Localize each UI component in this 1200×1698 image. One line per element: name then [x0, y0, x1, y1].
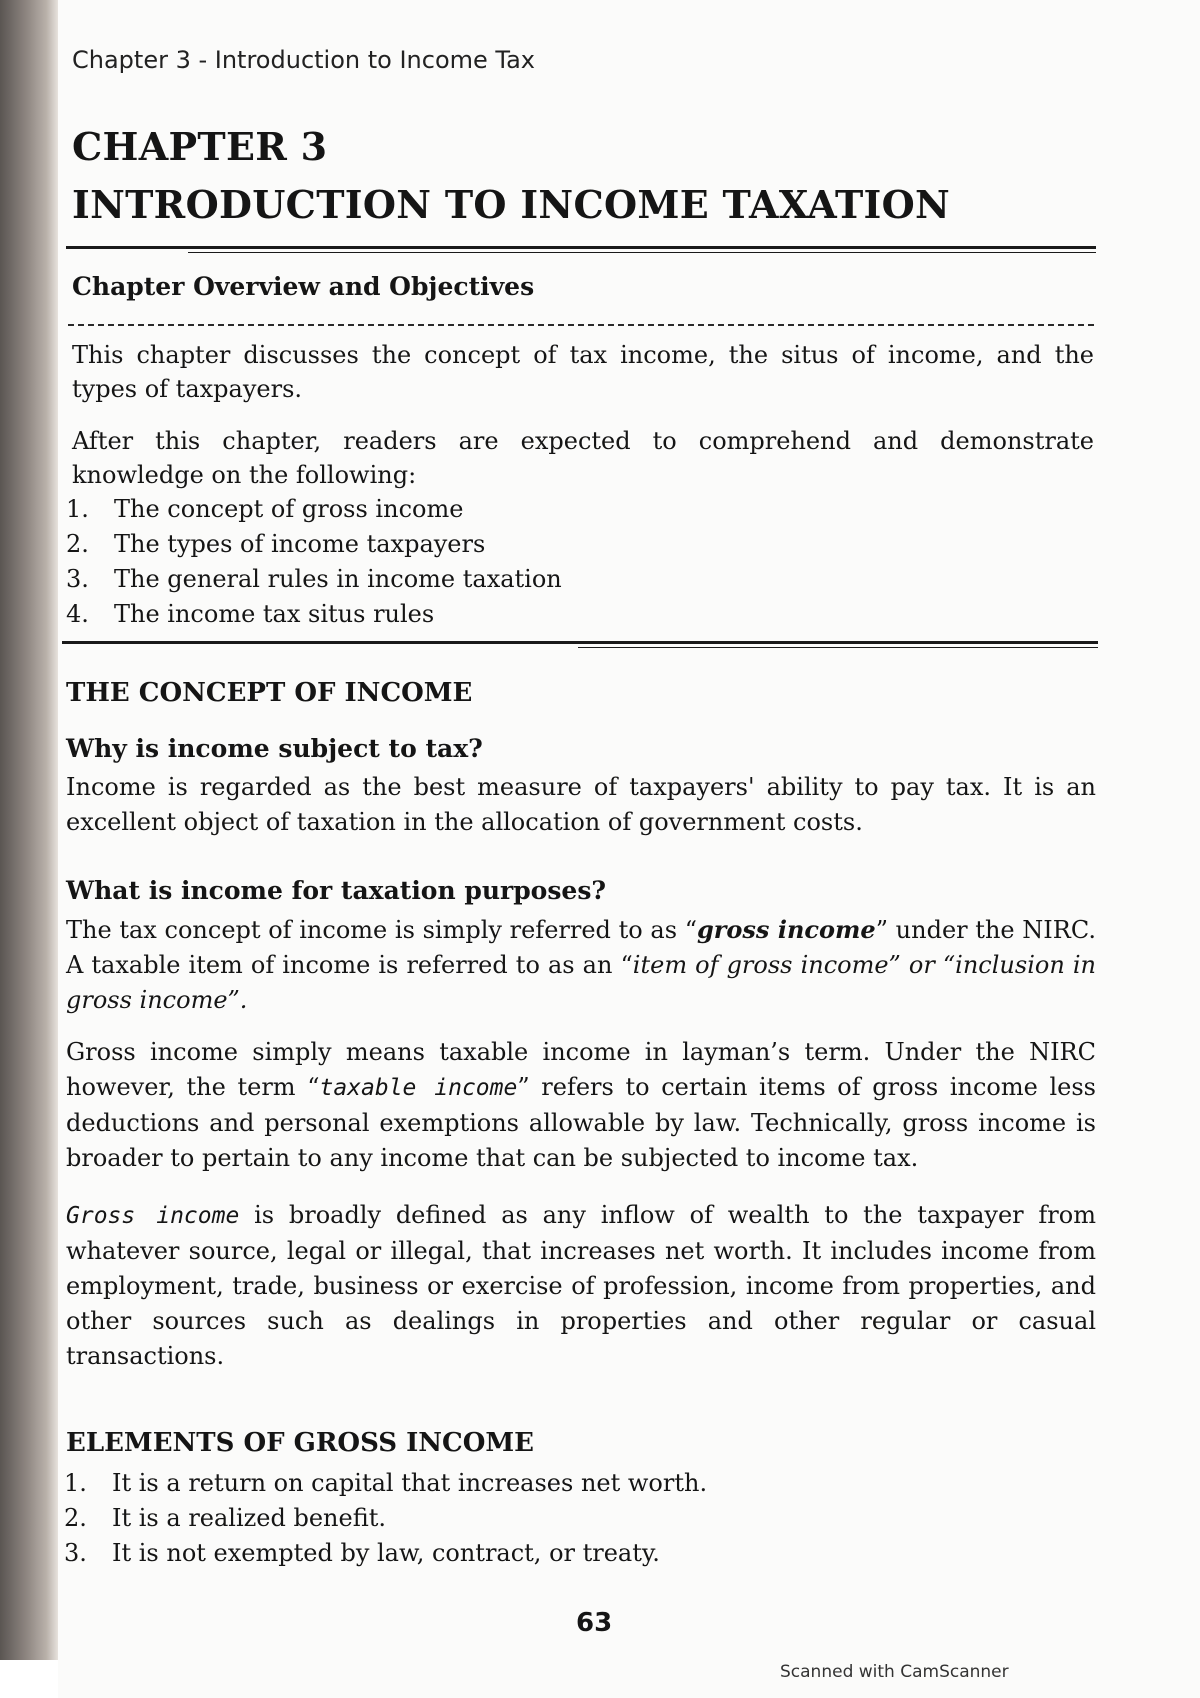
question-what-is-income: What is income for taxation purposes?	[66, 876, 607, 905]
objectives-list	[66, 492, 966, 632]
book-page	[58, 0, 1200, 1698]
answer-why-taxed: Income is regarded as the best measure of taxpayers' ability to pay tax. It is an excellent object of taxation in the allocation of government costs.	[66, 773, 1096, 836]
term-gross-income: gross income	[696, 915, 876, 944]
list-item	[64, 1501, 964, 1536]
list-number: 2.	[64, 1504, 87, 1532]
list-text: The types of income taxpayers	[114, 530, 486, 558]
page-number: 63	[576, 1608, 613, 1638]
list-item	[66, 562, 966, 597]
list-item	[64, 1536, 964, 1571]
list-number: 3.	[66, 565, 89, 593]
list-text: It is not exempted by law, contract, or treaty.	[112, 1539, 660, 1567]
section-rule-thin	[578, 647, 1098, 648]
list-text: The income tax situs rules	[114, 600, 435, 628]
list-item	[66, 527, 966, 562]
overview-lead: After this chapter, readers are expected to comprehend and demonstrate knowledge on the following:	[72, 427, 1094, 489]
title-rule-thin	[188, 252, 1096, 253]
chapter-name: INTRODUCTION TO INCOME TAXATION	[72, 182, 951, 227]
paragraph-taxable-income	[66, 1035, 1096, 1176]
list-item	[66, 597, 966, 632]
list-number: 3.	[64, 1539, 87, 1567]
chapter-label: CHAPTER 3	[72, 124, 328, 169]
text-run: ” refers to certain items of gross income less deductions and personal exemptions allowable by law. Technically, gross income is broader to pertain to any income that can be subjected to income tax.	[66, 1073, 1096, 1172]
paragraph-gross-income-definition	[66, 1198, 1096, 1374]
elements-list	[64, 1466, 964, 1571]
list-number: 2.	[66, 530, 89, 558]
overview-intro: This chapter discusses the concept of tax income, the situs of income, and the types of taxpayers.	[72, 341, 1094, 403]
text-run: is broadly defined as any inflow of wealth to the taxpayer from whatever source, legal or illegal, that increases net worth. It includes income from employment, trade, business or exercise of profession, income from properties, and other sources such as dealings in properties and other regular or casual transactions.	[66, 1201, 1096, 1370]
term-gross-income: Gross income	[66, 1203, 240, 1229]
overview-heading: Chapter Overview and Objectives	[72, 272, 535, 301]
list-text: The concept of gross income	[114, 495, 464, 523]
list-item	[66, 492, 966, 527]
list-number: 4.	[66, 600, 89, 628]
list-text: It is a realized benefit.	[112, 1504, 386, 1532]
question-why-taxed: Why is income subject to tax?	[66, 734, 483, 763]
text-run: The tax concept of income is simply referred to as “	[66, 916, 697, 944]
term-item-of-gross-income: item of gross income” or “inclusion in gross income”.	[66, 951, 1096, 1014]
section-rule	[62, 641, 1098, 644]
list-number: 1.	[64, 1469, 87, 1497]
text-run: ” under the NIRC. A taxable item of income is referred to as an “	[66, 916, 1096, 979]
title-rule	[66, 246, 1096, 249]
term-taxable-income: taxable income	[319, 1075, 518, 1101]
text-run: Gross income simply means taxable income in layman’s term. Under the NIRC however, the term “	[66, 1038, 1096, 1101]
running-header: Chapter 3 - Introduction to Income Tax	[72, 46, 535, 74]
book-spine-shadow	[0, 0, 58, 1660]
answer-what-is-income	[66, 912, 1096, 1018]
concept-heading: THE CONCEPT OF INCOME	[66, 678, 473, 708]
elements-heading: ELEMENTS OF GROSS INCOME	[66, 1428, 534, 1458]
chapter-title	[72, 118, 950, 234]
dashed-divider	[68, 324, 1094, 326]
list-text: It is a return on capital that increases net worth.	[112, 1469, 708, 1497]
list-item	[64, 1466, 964, 1501]
scanner-watermark: Scanned with CamScanner	[780, 1662, 1009, 1682]
list-text: The general rules in income taxation	[114, 565, 562, 593]
list-number: 1.	[66, 495, 89, 523]
